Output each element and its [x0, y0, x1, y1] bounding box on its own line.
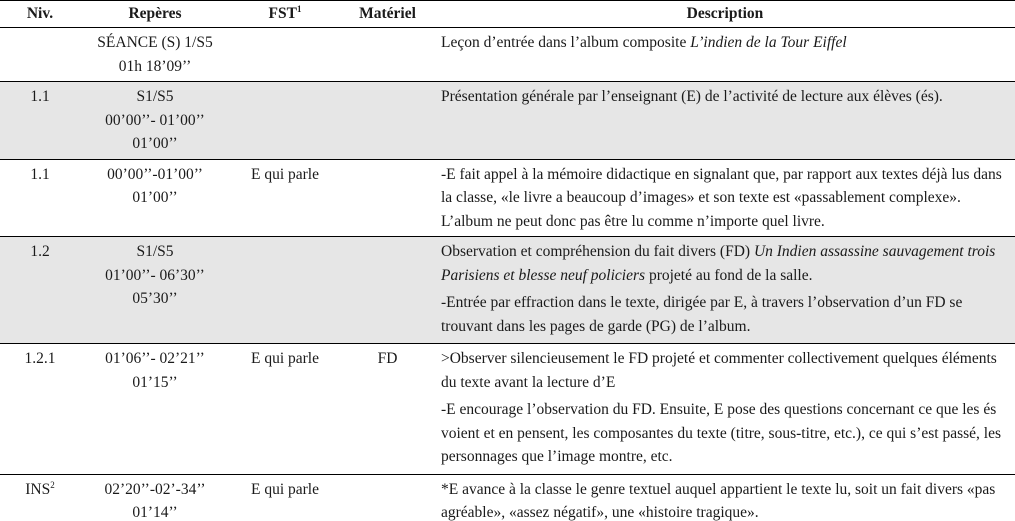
cell-niv: 1.2 — [0, 237, 80, 344]
reperes-line: SÉANCE (S) 1/S5 — [97, 34, 213, 51]
cell-reperes — [80, 82, 230, 160]
desc-paragraph: -Entrée par effraction dans le texte, dirigée par E, à travers l’observation d’un FD se trouvant dans les pages de garde (PG) de l’album. — [441, 294, 963, 335]
reperes-line: 01’00’’ — [132, 189, 178, 206]
album-title: L’indien de la Tour Eiffel — [690, 34, 847, 51]
niv-label: INS — [25, 480, 51, 498]
cell-materiel — [340, 237, 435, 344]
table-header-row — [0, 1, 1015, 28]
cell-niv: 1.2.1 — [0, 344, 80, 475]
desc-text: Leçon d’entrée dans l’album composite — [441, 34, 691, 51]
cell-niv: 1.1 — [0, 82, 80, 160]
reperes-line: 00’00’’- 01’00’’ — [105, 111, 205, 129]
reperes-line: 01’06’’- 02’21’’ — [105, 350, 205, 367]
desc-text: Observation et compréhension du fait divers (FD) — [441, 243, 754, 260]
cell-materiel — [340, 159, 435, 237]
cell-materiel — [340, 474, 435, 521]
cell-fst: E qui parle — [230, 474, 340, 521]
reperes-line: 02’20’’-02’-34’’ — [104, 480, 206, 498]
cell-materiel: FD — [340, 344, 435, 475]
desc-paragraph — [441, 240, 1009, 287]
table-row — [0, 237, 1015, 344]
table-row — [0, 82, 1015, 160]
cell-reperes — [80, 159, 230, 237]
header-description: Description — [435, 1, 1015, 28]
cell-materiel — [340, 28, 435, 82]
reperes-line: 01’00’’- 06’30’’ — [105, 266, 205, 284]
footnote-1-marker: 1 — [296, 3, 302, 14]
cell-description — [435, 28, 1015, 82]
table-row — [0, 344, 1015, 475]
reperes-line: 01h 18’09’’ — [118, 57, 192, 75]
reperes-line: 01’15’’ — [132, 373, 178, 391]
reperes-line: 01’14’’ — [132, 504, 178, 521]
header-niv: Niv. — [0, 1, 80, 28]
cell-reperes — [80, 474, 230, 521]
cell-reperes — [80, 28, 230, 82]
reperes-line: 05’30’’ — [132, 290, 178, 307]
reperes-line: 01’00’’ — [132, 135, 178, 152]
header-reperes: Repères — [80, 1, 230, 28]
reperes-line: S1/S5 — [136, 88, 174, 105]
news-headline: Un Indien assassine sauvagement trois Parisiens et blesse neuf policiers — [441, 243, 996, 284]
desc-text: projeté au fond de la salle. — [645, 266, 813, 284]
reperes-line: S1/S5 — [136, 243, 174, 260]
cell-fst — [230, 82, 340, 160]
cell-reperes — [80, 344, 230, 475]
cell-materiel — [340, 82, 435, 160]
desc-paragraph: >Observer silencieusement le FD projeté et commenter collectivement quelques éléments du texte avant la lecture d’E — [441, 350, 997, 391]
cell-fst — [230, 28, 340, 82]
reperes-line: 00’00’’-01’00’’ — [107, 165, 203, 183]
cell-niv: 1.1 — [0, 159, 80, 237]
table-row — [0, 474, 1015, 521]
cell-reperes — [80, 237, 230, 344]
cell-description: Présentation générale par l’enseignant (E) de l’activité de lecture aux élèves (és). — [435, 82, 1015, 160]
cell-fst — [230, 237, 340, 344]
cell-description: -E fait appel à la mémoire didactique en signalant que, par rapport aux textes déjà lus dans la classe, «le livre a beaucoup d’images» et son texte est «passablement complexe». L’album ne peut donc pas être lu comme n’importe quel livre. — [435, 159, 1015, 237]
header-fst — [230, 1, 340, 28]
cell-fst: E qui parle — [230, 344, 340, 475]
table-row — [0, 159, 1015, 237]
cell-description: *E avance à la classe le genre textuel auquel appartient le texte lu, soit un fait divers «pas agréable», «assez négatif», une «histoire tragique». — [435, 474, 1015, 521]
cell-description — [435, 237, 1015, 344]
cell-niv — [0, 28, 80, 82]
header-fst-label: FST — [268, 5, 297, 22]
table-row — [0, 28, 1015, 82]
cell-niv — [0, 474, 80, 521]
desc-paragraph: -E encourage l’observation du FD. Ensuite, E pose des questions concernant ce que les és voient et en pensent, les composantes du texte (titre, sous-titre, etc.), ce qui s’est passé, les personnages que l’image montre, etc. — [441, 401, 1001, 465]
footnote-2-marker: 2 — [50, 479, 55, 490]
header-materiel: Matériel — [340, 1, 435, 28]
cell-fst: E qui parle — [230, 159, 340, 237]
cell-description — [435, 344, 1015, 475]
